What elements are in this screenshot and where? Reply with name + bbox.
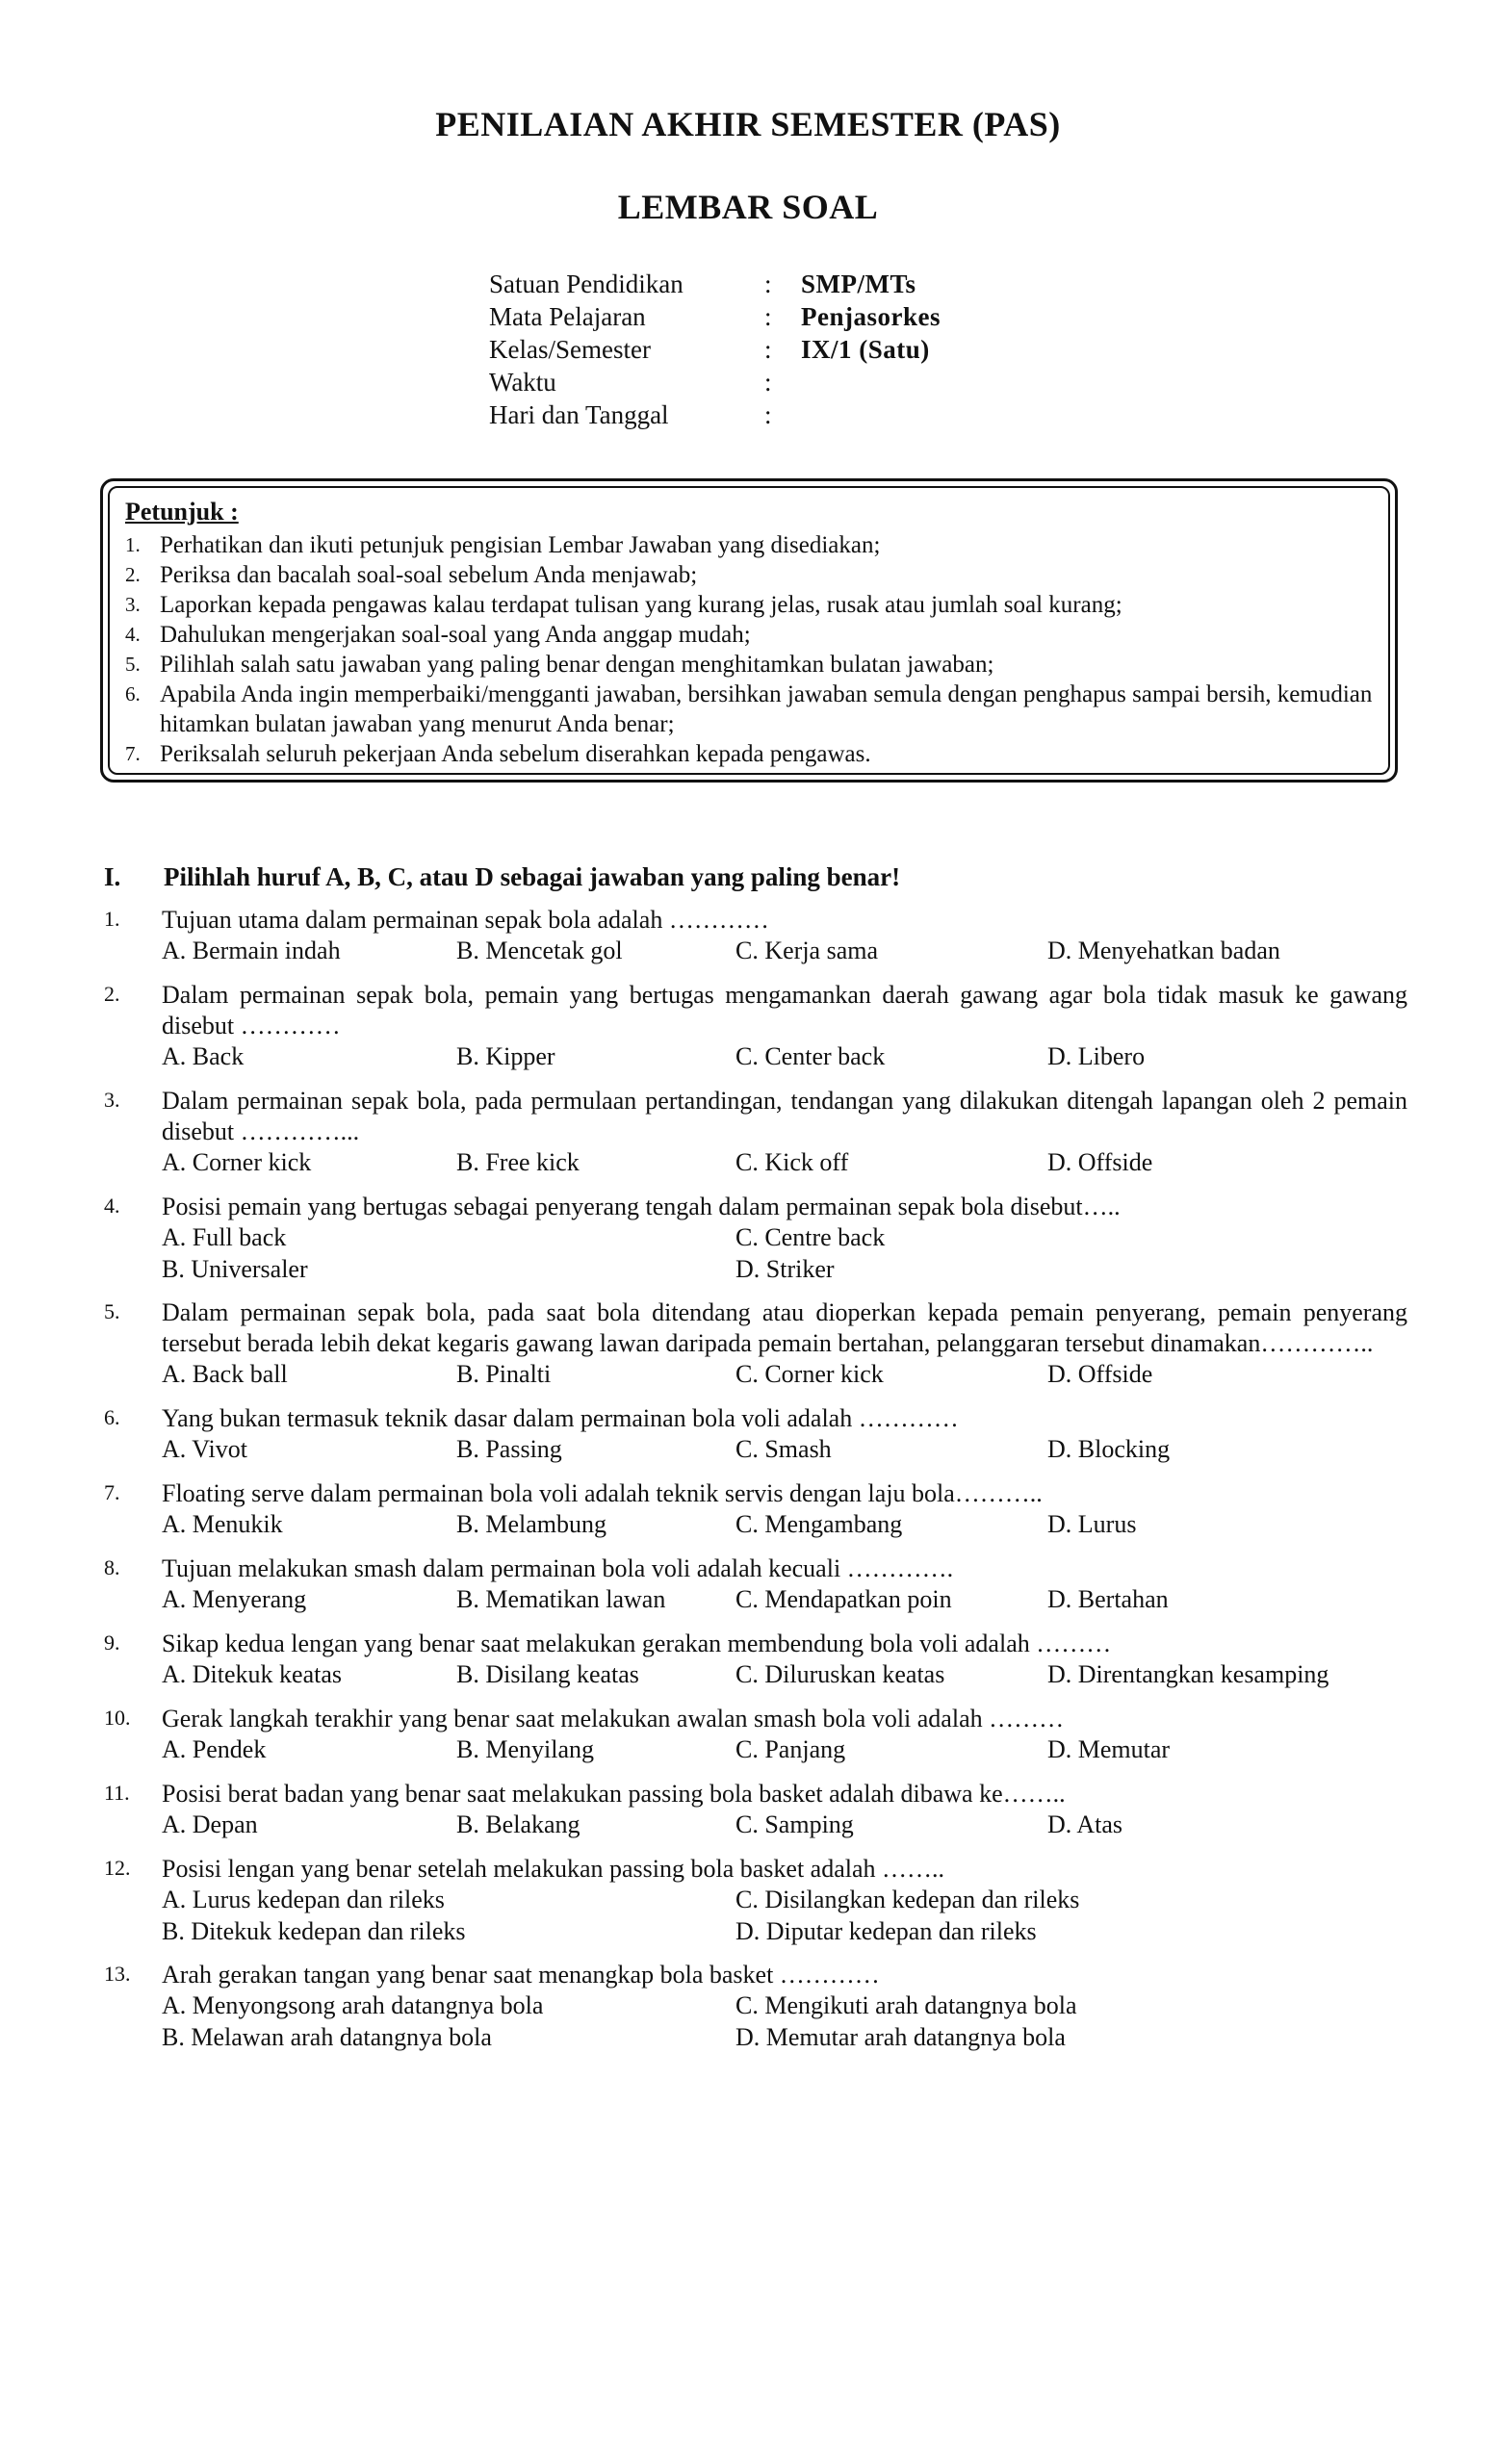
info-label: Hari dan Tanggal	[489, 400, 669, 429]
info-label: Mata Pelajaran	[489, 302, 646, 331]
answer-option[interactable]: B. Passing	[456, 1435, 562, 1463]
info-label: Waktu	[489, 368, 556, 397]
info-colon: :	[764, 335, 772, 364]
answer-option[interactable]: C. Panjang	[735, 1735, 846, 1763]
instruction-item	[125, 560, 1373, 590]
question-item	[104, 1478, 1407, 1542]
question-number: 9.	[104, 1630, 120, 1655]
question-text: Dalam permainan sepak bola, pada saat bola ditendang atau dioperkan kepada pemain penyerang, pemain penyerang tersebut berada lebih dekat kegaris gawang lawan daripada pemain bertahan, pelanggaran tersebut dinamakan…………..	[162, 1298, 1407, 1357]
question-item	[104, 905, 1407, 968]
instruction-item	[125, 530, 1373, 560]
answer-option[interactable]: C. Mengambang	[735, 1510, 903, 1538]
question-number: 13.	[104, 1962, 131, 1986]
answer-options	[162, 1359, 1407, 1392]
answer-option[interactable]: B. Melambung	[456, 1510, 606, 1538]
question-number: 6.	[104, 1405, 120, 1429]
question-text: Posisi pemain yang bertugas sebagai penyerang tengah dalam permainan sepak bola disebut…..	[162, 1193, 1121, 1220]
instruction-number: 2.	[125, 563, 141, 586]
question-number: 4.	[104, 1194, 120, 1218]
answer-option[interactable]: A. Back	[162, 1042, 245, 1070]
question-item	[104, 1297, 1407, 1392]
question-item	[104, 1629, 1407, 1692]
answer-option[interactable]: A. Menyerang	[162, 1585, 307, 1613]
answer-option[interactable]: A. Bermain indah	[162, 937, 341, 964]
answer-option[interactable]: D. Bertahan	[1047, 1585, 1169, 1613]
instruction-item	[125, 680, 1373, 739]
instruction-item	[125, 620, 1373, 650]
question-number: 10.	[104, 1706, 131, 1730]
instruction-text: Periksalah seluruh pekerjaan Anda sebelum diserahkan kepada pengawas.	[160, 741, 871, 767]
answer-option[interactable]: C. Kick off	[735, 1148, 849, 1176]
answer-option[interactable]: B. Ditekuk kedepan dan rileks	[162, 1917, 466, 1945]
answer-options	[162, 1147, 1407, 1180]
answer-option[interactable]: B. Belakang	[456, 1810, 580, 1838]
info-value: Penjasorkes	[801, 302, 941, 331]
question-text: Posisi lengan yang benar setelah melakukan passing bola basket adalah ……..	[162, 1855, 945, 1883]
answer-option[interactable]: C. Mengikuti arah datangnya bola	[735, 1991, 1077, 2019]
answer-option[interactable]: C. Samping	[735, 1810, 854, 1838]
question-list	[104, 905, 1407, 2066]
question-number: 12.	[104, 1856, 131, 1880]
answer-option[interactable]: B. Disilang keatas	[456, 1660, 639, 1688]
answer-option[interactable]: C. Mendapatkan poin	[735, 1585, 952, 1613]
question-number: 5.	[104, 1299, 120, 1323]
question-number: 7.	[104, 1480, 120, 1504]
info-value: IX/1 (Satu)	[801, 335, 930, 364]
question-number: 8.	[104, 1555, 120, 1579]
question-item	[104, 1192, 1407, 1286]
question-item	[104, 1553, 1407, 1617]
question-text: Dalam permainan sepak bola, pada permulaan pertandingan, tendangan yang dilakukan ditengah lapangan oleh 2 pemain disebut …………...	[162, 1087, 1407, 1145]
question-item	[104, 1403, 1407, 1467]
page-subtitle: LEMBAR SOAL	[617, 188, 879, 226]
answer-option[interactable]: C. Centre back	[735, 1223, 886, 1251]
answer-option[interactable]: A. Back ball	[162, 1360, 288, 1388]
instruction-number: 4.	[125, 623, 141, 646]
instruction-text: Pilihlah salah satu jawaban yang paling benar dengan menghitamkan bulatan jawaban;	[160, 652, 994, 678]
answer-option[interactable]: B. Kipper	[456, 1042, 555, 1070]
answer-option[interactable]: C. Smash	[735, 1435, 832, 1463]
instruction-number: 5.	[125, 653, 141, 676]
question-text: Floating serve dalam permainan bola voli adalah teknik servis dengan laju bola………..	[162, 1479, 1043, 1507]
question-number: 2.	[104, 982, 120, 1006]
answer-option[interactable]: C. Center back	[735, 1042, 886, 1070]
instructions-heading: Petunjuk :	[125, 498, 239, 526]
answer-option[interactable]: D. Blocking	[1047, 1435, 1171, 1463]
instruction-item	[125, 739, 1373, 769]
info-colon: :	[764, 302, 772, 331]
answer-option[interactable]: D. Memutar	[1047, 1735, 1171, 1763]
instruction-item	[125, 650, 1373, 680]
answer-option[interactable]: B. Mencetak gol	[456, 937, 623, 964]
question-text: Gerak langkah terakhir yang benar saat melakukan awalan smash bola voli adalah ………	[162, 1705, 1065, 1732]
answer-options	[162, 1222, 1407, 1286]
answer-options	[162, 1734, 1407, 1767]
info-colon: :	[764, 270, 772, 298]
answer-option[interactable]: A. Menyongsong arah datangnya bola	[162, 1991, 544, 2019]
answer-options	[162, 1434, 1407, 1467]
question-text: Yang bukan termasuk teknik dasar dalam permainan bola voli adalah …………	[162, 1404, 959, 1432]
instruction-text: Periksa dan bacalah soal-soal sebelum Anda menjawab;	[160, 562, 698, 588]
answer-option[interactable]: D. Striker	[735, 1255, 835, 1283]
answer-options	[162, 1990, 1407, 2054]
answer-option[interactable]: D. Memutar arah datangnya bola	[735, 2023, 1066, 2051]
instruction-text: Apabila Anda ingin memperbaiki/mengganti jawaban, bersihkan jawaban semula dengan penghapus sampai bersih, kemudian hitamkan bulatan jawaban yang menurut Anda benar;	[160, 681, 1373, 737]
instruction-text: Laporkan kepada pengawas kalau terdapat tulisan yang kurang jelas, rusak atau jumlah soal kurang;	[160, 592, 1122, 618]
answer-option[interactable]: A. Vivot	[162, 1435, 247, 1463]
question-text: Tujuan melakukan smash dalam permainan bola voli adalah kecuali ………….	[162, 1554, 954, 1582]
answer-option[interactable]: A. Pendek	[162, 1735, 267, 1763]
question-item	[104, 1704, 1407, 1767]
question-number: 1.	[104, 907, 120, 931]
question-number: 11.	[104, 1781, 130, 1805]
question-text: Posisi berat badan yang benar saat melakukan passing bola basket adalah dibawa ke……..	[162, 1780, 1066, 1808]
info-label: Satuan Pendidikan	[489, 270, 684, 298]
answer-option[interactable]: D. Diputar kedepan dan rileks	[735, 1917, 1037, 1945]
question-item	[104, 1960, 1407, 2054]
answer-options	[162, 1659, 1407, 1692]
question-text: Dalam permainan sepak bola, pemain yang bertugas mengamankan daerah gawang agar bola tidak masuk ke gawang disebut …………	[162, 981, 1407, 1040]
question-item	[104, 1086, 1407, 1180]
answer-options	[162, 1885, 1407, 1948]
answer-option[interactable]: A. Lurus kedepan dan rileks	[162, 1886, 445, 1913]
info-label: Kelas/Semester	[489, 335, 651, 364]
answer-option[interactable]: C. Diluruskan keatas	[735, 1660, 945, 1688]
question-text: Tujuan utama dalam permainan sepak bola adalah …………	[162, 906, 769, 934]
answer-option[interactable]: A. Full back	[162, 1223, 287, 1251]
answer-option[interactable]: D. Libero	[1047, 1042, 1146, 1070]
answer-options	[162, 1509, 1407, 1542]
answer-options	[162, 936, 1407, 968]
answer-option[interactable]: B. Pinalti	[456, 1360, 552, 1388]
info-colon: :	[764, 368, 772, 397]
answer-option[interactable]: C. Corner kick	[735, 1360, 884, 1388]
instruction-number: 1.	[125, 533, 141, 556]
question-item	[104, 1854, 1407, 1948]
instruction-text: Perhatikan dan ikuti petunjuk pengisian Lembar Jawaban yang disediakan;	[160, 532, 881, 558]
page-title: PENILAIAN AKHIR SEMESTER (PAS)	[435, 105, 1061, 143]
instructions-box	[108, 486, 1390, 775]
info-value: SMP/MTs	[801, 270, 916, 298]
instruction-number: 6.	[125, 682, 141, 706]
instruction-item	[125, 590, 1373, 620]
answer-option[interactable]: B. Universaler	[162, 1255, 308, 1283]
answer-option[interactable]: A. Menukik	[162, 1510, 283, 1538]
answer-option[interactable]: B. Menyilang	[456, 1735, 594, 1763]
answer-option[interactable]: C. Kerja sama	[735, 937, 879, 964]
question-item	[104, 1779, 1407, 1842]
info-colon: :	[764, 400, 772, 429]
answer-option[interactable]: D. Lurus	[1047, 1510, 1137, 1538]
answer-option[interactable]: C. Disilangkan kedepan dan rileks	[735, 1886, 1080, 1913]
answer-option[interactable]: D. Atas	[1047, 1810, 1122, 1838]
answer-options	[162, 1041, 1407, 1074]
instruction-number: 3.	[125, 593, 141, 616]
question-item	[104, 980, 1407, 1074]
answer-option[interactable]: A. Depan	[162, 1810, 258, 1838]
question-text: Sikap kedua lengan yang benar saat melakukan gerakan membendung bola voli adalah ………	[162, 1630, 1112, 1657]
answer-option[interactable]: D. Offside	[1047, 1360, 1153, 1388]
answer-option[interactable]: D. Menyehatkan badan	[1047, 937, 1280, 964]
answer-option[interactable]: A. Ditekuk keatas	[162, 1660, 343, 1688]
answer-option[interactable]: B. Mematikan lawan	[456, 1585, 666, 1613]
section-number: I.	[104, 862, 121, 891]
answer-options	[162, 1584, 1407, 1617]
question-text: Arah gerakan tangan yang benar saat menangkap bola basket …………	[162, 1961, 880, 1989]
instruction-text: Dahulukan mengerjakan soal-soal yang Anda anggap mudah;	[160, 622, 751, 648]
question-number: 3.	[104, 1088, 120, 1112]
answer-option[interactable]: B. Melawan arah datangnya bola	[162, 2023, 492, 2051]
instruction-number: 7.	[125, 742, 141, 765]
answer-option[interactable]: B. Free kick	[456, 1148, 580, 1176]
answer-options	[162, 1810, 1407, 1842]
answer-option[interactable]: A. Corner kick	[162, 1148, 312, 1176]
answer-option[interactable]: D. Direntangkan kesamping	[1047, 1660, 1329, 1688]
answer-option[interactable]: D. Offside	[1047, 1148, 1153, 1176]
section-text: Pilihlah huruf A, B, C, atau D sebagai jawaban yang paling benar!	[164, 862, 901, 891]
